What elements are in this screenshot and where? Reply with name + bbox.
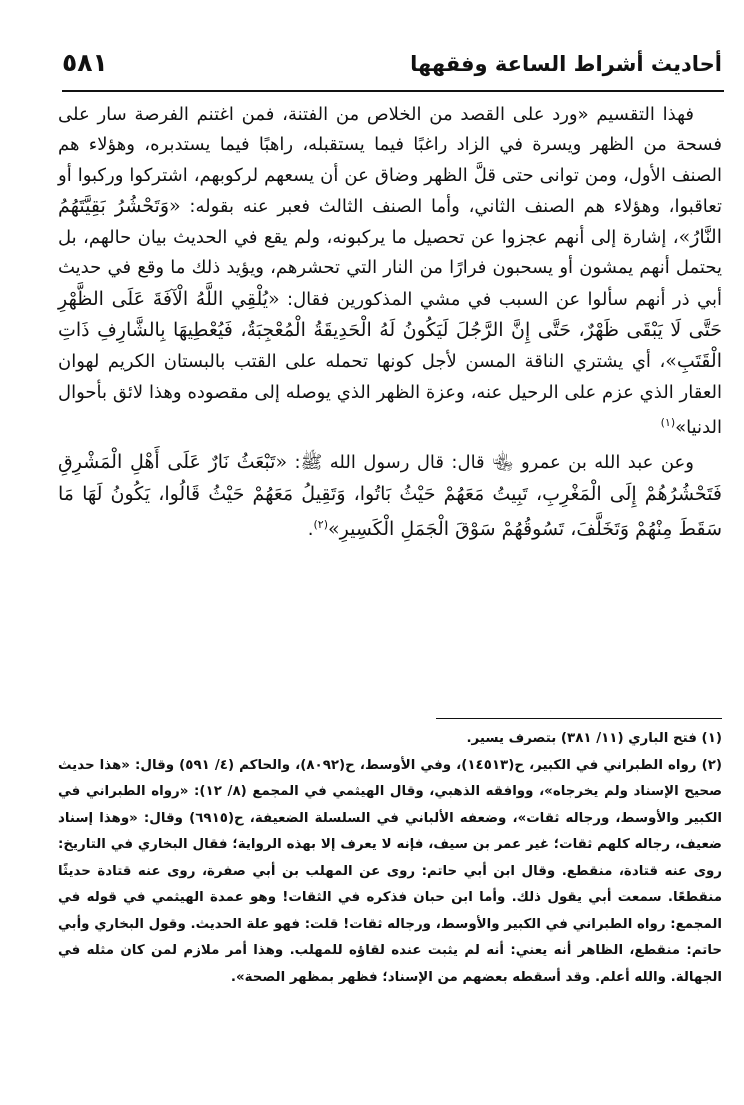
running-title: أحاديث أشراط الساعة وفقهها	[410, 52, 722, 76]
paragraph-1-part-a: فهذا التقسيم «ورد على القصد من الخلاص من الفتنة، فمن اغتنم الفرصة سار على فسحة من الظهر ويسرة في الزاد راغبًا فيما يستقبله، راهبًا فيما يستدبره، وهؤلاء هم الصنف الأول، ومن توانى حتى قلَّ الظهر وضاق عن أن يسعهم لركوبهم، اشتركوا وركبوا أو تعاقبوا، وهؤلاء هم الصنف الثاني، وأما الصنف الثالث فعبر عنه بقوله:	[58, 104, 722, 217]
page-header	[62, 48, 722, 88]
paragraph-1-part-c: ، أي يشتري الناقة المسن لأجل كونها تحمله على القتب بالبستان الكريم لهوان العقار الذي عزم على الرحيل عنه، وعزة الظهر الذي يوصله إلى مقصوده وهذا لائق بأحوال الدنيا»	[58, 351, 722, 438]
page-number: ٥٨١	[62, 48, 108, 77]
footnote-ref-1: (١)	[660, 415, 676, 429]
header-rule	[62, 90, 724, 92]
main-text	[58, 100, 722, 545]
footnotes	[58, 726, 722, 991]
paragraph-1-part-b: ، إشارة إلى أنهم عجزوا عن تحصيل ما يركبونه، ولم يقع في الحديث بيان حالهم، بل يحتمل أنهم يمشون أو يسحبون فرارًا من النار التي تحشرهم، ويؤيد ذلك ما وقع في حديث أبي ذر أنهم سألوا عن السبب في مشي المذكورين فقال:	[58, 227, 722, 310]
paragraph-2-intro: وعن عبد الله بن عمرو ﵄ قال: قال رسول الله ﷺ:	[287, 452, 694, 474]
paragraph-2	[58, 447, 722, 545]
footnote-2: (٢) رواه الطبراني في الكبير، ح(١٤٥١٣)، وفي الأوسط، ح(٨٠٩٢)، والحاكم (٤/ ٥٩١) وقال: «هذا حديث صحيح الإسناد ولم يخرجاه»، ووافقه الذهبي، وقال الهيثمي في المجمع (٨/ ١٢): «رواه الطبراني في الكبير والأوسط، ورجاله ثقات»، وضعفه الألباني في السلسلة الضعيفة، ح(٦٩١٥) وقال: «وهذا إسناد ضعيف، رجاله كلهم ثقات؛ غير عمر بن سيف، فإنه لا يعرف إلا بهذه الرواية؛ فقال البخاري في التاريخ: روى عنه قتادة، منقطع. وقال ابن أبي حاتم: روى عن المهلب بن أبي صفرة، روى عنه قتادة حديثًا منقطعًا. سمعت أبي يقول ذلك. وأما ابن حبان فذكره في الثقات! وهو عمدة الهيثمي في قوله في المجمع: رواه الطبراني في الكبير والأوسط، ورجاله ثقات! قلت: فهو علة الحديث. وقول البخاري وأبي حاتم: منقطع، الظاهر أنه يعني: أنه لم يثبت عنده لقاؤه للمهلب. وهذا أمر ملازم لمن كان مثله في الجهالة. والله أعلم. وقد أسقطه بعضهم من الإسناد؛ فظهر بمظهر الصحة».	[58, 757, 723, 985]
footnote-1: (١) فتح الباري (١١/ ٣٨١) بتصرف يسير.	[466, 731, 722, 746]
footnote-ref-2: (٢)	[313, 517, 328, 531]
paragraph-2-end: .	[307, 518, 314, 540]
hadith-quote-2: «تَبْعَثُ نَارٌ عَلَى أَهْلِ الْمَشْرِقِ فَتَحْشُرُهُمْ إِلَى الْمَغْرِبِ، تَبِيتُ مَعَهُمْ حَيْثُ بَاتُوا، وَتَقِيلُ مَعَهُمْ حَيْثُ قَالُوا، يَكُونُ لَهَا مَا سَقَطَ مِنْهُمْ وَتَخَلَّفَ، تَسُوقُهُمْ سَوْقَ الْجَمَلِ الْكَسِيرِ»	[58, 451, 722, 540]
hadith-quote: «يُلْقِي اللَّهُ الْآفَةَ عَلَى الظَّهْرِ حَتَّى لَا يَبْقَى ظَهْرٌ، حَتَّى إِنَّ الرَّجُلَ لَيَكُونُ لَهُ الْحَدِيقَةُ الْمُعْجِبَةُ، فَيُعْطِيهَا بِالشَّارِفِ ذَاتِ الْقَتَبِ»	[58, 287, 722, 373]
quoted-phrase: «وَتَحْشُرُ بَقِيَّتَهُمُ النَّارُ»	[58, 194, 722, 249]
footnote-separator	[436, 718, 722, 719]
paragraph-1	[58, 100, 722, 443]
